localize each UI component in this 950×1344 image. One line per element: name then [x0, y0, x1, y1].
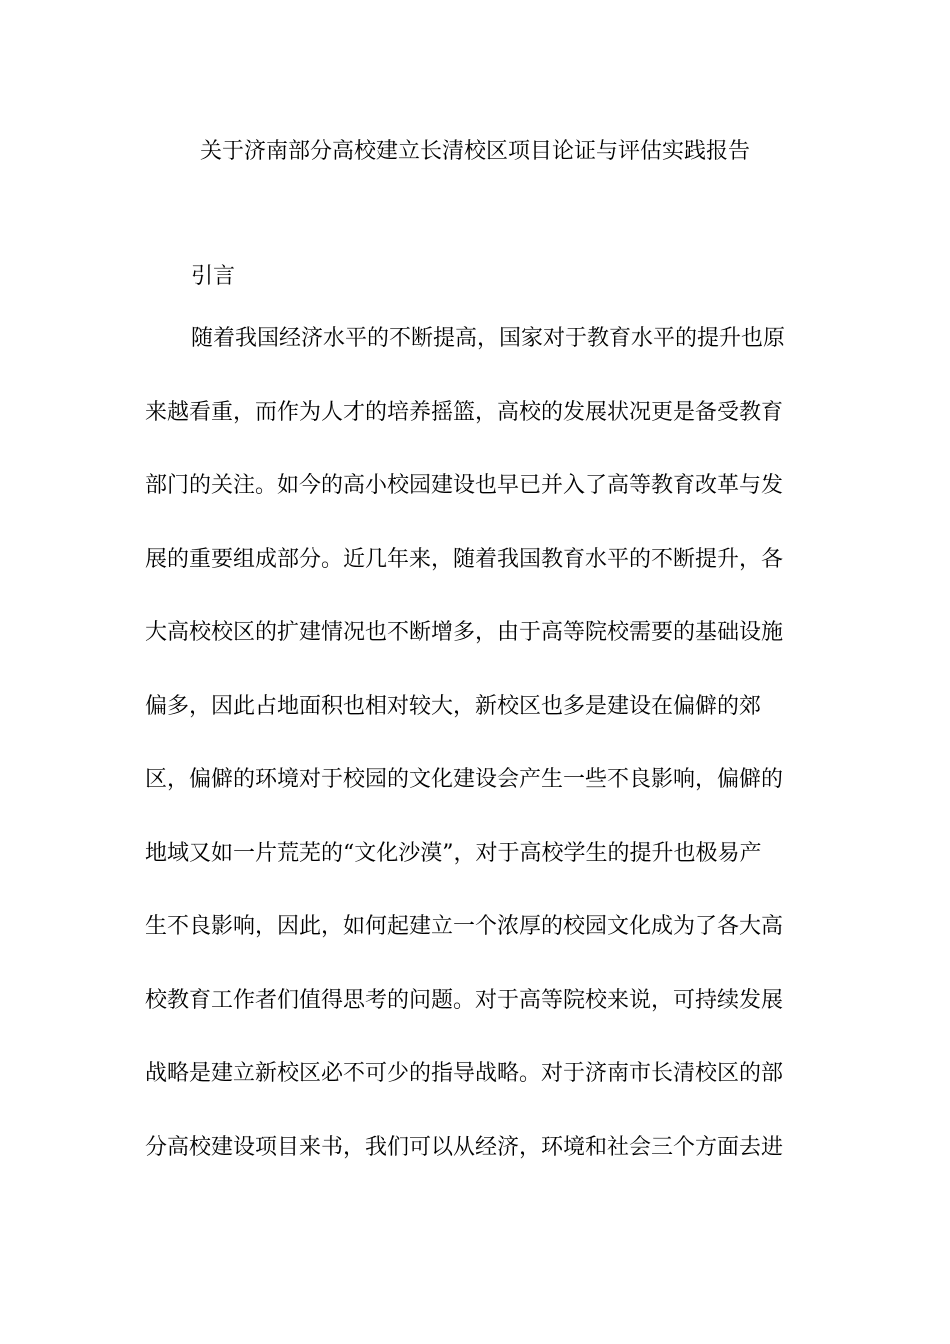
paragraph-line: 地域又如一片荒芜的“文化沙漠”，对于高校学生的提升也极易产	[145, 841, 762, 866]
document-title: 关于济南部分高校建立长清校区项目论证与评估实践报告	[199, 139, 750, 164]
paragraph-line: 偏多，因此占地面积也相对较大，新校区也多是建设在偏僻的郊	[145, 694, 762, 719]
paragraph-line: 随着我国经济水平的不断提高，国家对于教育水平的提升也原	[191, 326, 786, 351]
paragraph-line: 区，偏僻的环境对于校园的文化建设会产生一些不良影响，偏僻的	[145, 767, 784, 792]
section-heading-introduction: 引言	[191, 264, 236, 289]
paragraph-line: 展的重要组成部分。近几年来，随着我国教育水平的不断提升，各	[145, 547, 784, 572]
paragraph-line: 分高校建设项目来书，我们可以从经济，环境和社会三个方面去进	[145, 1135, 784, 1160]
paragraph-line: 战略是建立新校区必不可少的指导战略。对于济南市长清校区的部	[145, 1061, 784, 1086]
paragraph-line: 来越看重，而作为人才的培养摇篮，高校的发展状况更是备受教育	[145, 400, 784, 425]
paragraph-line: 大高校校区的扩建情况也不断增多，由于高等院校需要的基础设施	[145, 620, 784, 645]
paragraph-line: 生不良影响，因此，如何起建立一个浓厚的校园文化成为了各大高	[145, 914, 784, 939]
paragraph-line: 部门的关注。如今的高小校园建设也早已并入了高等教育改革与发	[145, 473, 784, 498]
paragraph-line: 校教育工作者们值得思考的问题。对于高等院校来说，可持续发展	[145, 988, 784, 1013]
